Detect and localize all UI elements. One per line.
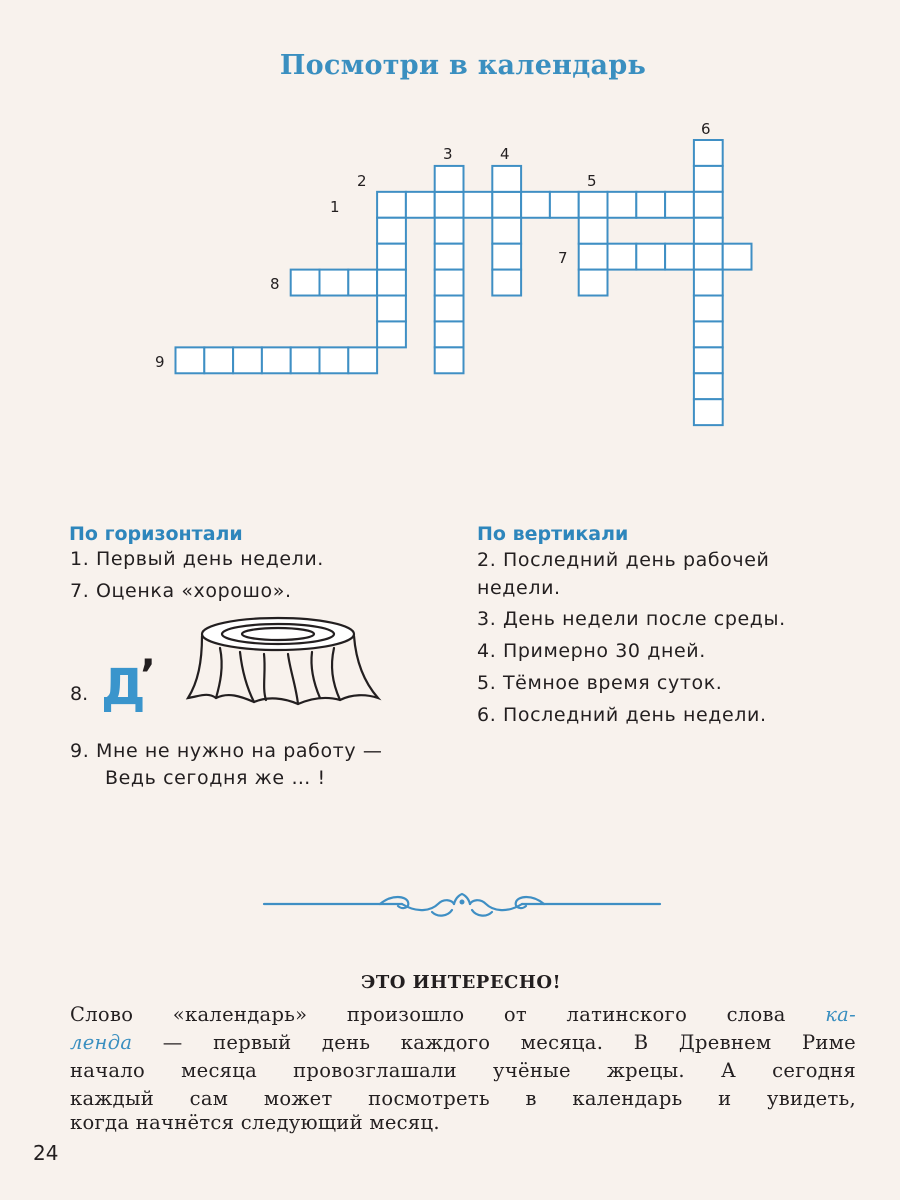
clue-text: Первый день недели. — [95, 548, 324, 570]
paragraph-line-4: каждый сам может посмотреть в календарь и увидеть, — [70, 1087, 856, 1110]
clue-number: 7. — [70, 580, 90, 602]
crossword-number-9: 9 — [155, 353, 165, 371]
clue-text-line-1: Последний день рабочей — [502, 549, 770, 571]
clue-text-line-1: Мне не нужно на работу — — [95, 740, 383, 762]
crossword-cell[interactable] — [377, 192, 406, 218]
crossword-cell[interactable] — [377, 321, 406, 347]
crossword-cell[interactable] — [694, 373, 723, 399]
across-clue-8-number: 8. — [70, 683, 89, 705]
clue-number: 3. — [477, 608, 497, 630]
crossword-cell[interactable] — [435, 192, 464, 218]
crossword-cell[interactable] — [291, 347, 320, 373]
crossword-number-7: 7 — [558, 249, 568, 267]
crossword-cells — [176, 140, 752, 425]
paragraph-line-5: когда начнётся следующий месяц. — [70, 1111, 440, 1134]
crossword-number-8: 8 — [270, 275, 280, 293]
crossword-cell[interactable] — [550, 192, 579, 218]
across-clue-1 — [70, 544, 324, 574]
crossword-cell[interactable] — [320, 270, 349, 296]
crossword-number-5: 5 — [587, 172, 597, 190]
clue-text: День недели после среды. — [502, 608, 786, 630]
crossword-number-4: 4 — [500, 145, 510, 163]
down-clue-2 — [477, 545, 769, 575]
crossword-cell[interactable] — [464, 192, 493, 218]
crossword-number-6: 6 — [701, 120, 711, 138]
crossword-cell[interactable] — [348, 347, 377, 373]
crossword-cell[interactable] — [521, 192, 550, 218]
crossword-cell[interactable] — [694, 399, 723, 425]
across-heading: По горизонтали — [69, 523, 243, 545]
crossword-cell[interactable] — [435, 296, 464, 322]
down-heading: По вертикали — [477, 523, 629, 545]
down-clue-2-line-2: недели. — [477, 577, 561, 599]
crossword-cell[interactable] — [377, 218, 406, 244]
rebus-letter: Д — [101, 658, 146, 716]
text-fragment: Слово «календарь» произошло от латинского слова — [70, 1003, 786, 1026]
crossword-cell[interactable] — [665, 192, 694, 218]
crossword-cell[interactable] — [233, 347, 262, 373]
crossword-cell[interactable] — [694, 166, 723, 192]
clue-number: 5. — [477, 672, 497, 694]
crossword-cell[interactable] — [377, 296, 406, 322]
crossword-cell[interactable] — [694, 296, 723, 322]
page-number: 24 — [33, 1141, 59, 1165]
crossword-cell[interactable] — [406, 192, 435, 218]
crossword-cell[interactable] — [377, 244, 406, 270]
highlighted-word: ка- — [825, 1003, 856, 1026]
crossword-number-3: 3 — [443, 145, 453, 163]
highlighted-word: ленда — [70, 1031, 133, 1054]
crossword-cell[interactable] — [608, 192, 637, 218]
clue-text: Оценка «хорошо». — [95, 580, 292, 602]
crossword-cell[interactable] — [492, 218, 521, 244]
crossword-cell[interactable] — [492, 270, 521, 296]
clue-text: Тёмное время суток. — [502, 672, 723, 694]
paragraph-line-1 — [70, 1003, 856, 1026]
crossword-cell[interactable] — [435, 218, 464, 244]
crossword-cell[interactable] — [694, 192, 723, 218]
paragraph-line-2 — [70, 1031, 856, 1054]
crossword-cell[interactable] — [608, 244, 637, 270]
crossword-cell[interactable] — [579, 192, 608, 218]
crossword-cell[interactable] — [377, 270, 406, 296]
down-clue-6 — [477, 700, 767, 730]
crossword-cell[interactable] — [435, 321, 464, 347]
down-clue-3 — [477, 604, 786, 634]
crossword-number-1: 1 — [330, 198, 340, 216]
clue-number: 9. — [70, 740, 90, 762]
crossword-cell[interactable] — [636, 192, 665, 218]
crossword-cell[interactable] — [694, 347, 723, 373]
rebus-apostrophe: ’ — [140, 650, 156, 699]
crossword-cell[interactable] — [694, 321, 723, 347]
crossword-number-2: 2 — [357, 172, 367, 190]
clue-number: 1. — [70, 548, 90, 570]
crossword-cell[interactable] — [579, 270, 608, 296]
crossword-cell[interactable] — [492, 166, 521, 192]
clue-number: 6. — [477, 704, 497, 726]
crossword-cell[interactable] — [636, 244, 665, 270]
crossword-cell[interactable] — [291, 270, 320, 296]
clue-text: Примерно 30 дней. — [502, 640, 706, 662]
paragraph-line-3: начало месяца провозглашали учёные жрецы. А сегодня — [70, 1059, 856, 1082]
crossword-cell[interactable] — [435, 347, 464, 373]
down-clue-5 — [477, 668, 722, 698]
page-title: Посмотри в календарь — [279, 50, 647, 81]
crossword-cell[interactable] — [435, 244, 464, 270]
crossword-cell[interactable] — [694, 218, 723, 244]
crossword-cell[interactable] — [579, 218, 608, 244]
crossword-grid — [0, 0, 900, 460]
crossword-cell[interactable] — [694, 244, 723, 270]
across-clue-7 — [70, 576, 292, 606]
decorative-divider — [262, 888, 662, 920]
crossword-cell[interactable] — [320, 347, 349, 373]
crossword-cell[interactable] — [579, 244, 608, 270]
crossword-cell[interactable] — [492, 244, 521, 270]
crossword-cell[interactable] — [694, 270, 723, 296]
crossword-cell[interactable] — [435, 166, 464, 192]
clue-number: 2. — [477, 549, 497, 571]
across-clue-9-line-2: Ведь сегодня же … ! — [105, 767, 326, 789]
crossword-cell[interactable] — [204, 347, 233, 373]
down-clue-4 — [477, 636, 706, 666]
crossword-cell[interactable] — [723, 244, 752, 270]
crossword-cell[interactable] — [348, 270, 377, 296]
crossword-cell[interactable] — [435, 270, 464, 296]
clue-number: 4. — [477, 640, 497, 662]
crossword-cell[interactable] — [665, 244, 694, 270]
across-clue-9 — [70, 736, 382, 766]
interesting-heading: ЭТО ИНТЕРЕСНО! — [361, 972, 561, 993]
crossword-cell[interactable] — [694, 140, 723, 166]
crossword-cell[interactable] — [262, 347, 291, 373]
clue-text: Последний день недели. — [502, 704, 767, 726]
text-fragment: — первый день каждого месяца. В Древнем Риме — [162, 1031, 856, 1054]
tree-stump-image — [180, 612, 390, 712]
crossword-cell[interactable] — [492, 192, 521, 218]
crossword-cell[interactable] — [176, 347, 205, 373]
